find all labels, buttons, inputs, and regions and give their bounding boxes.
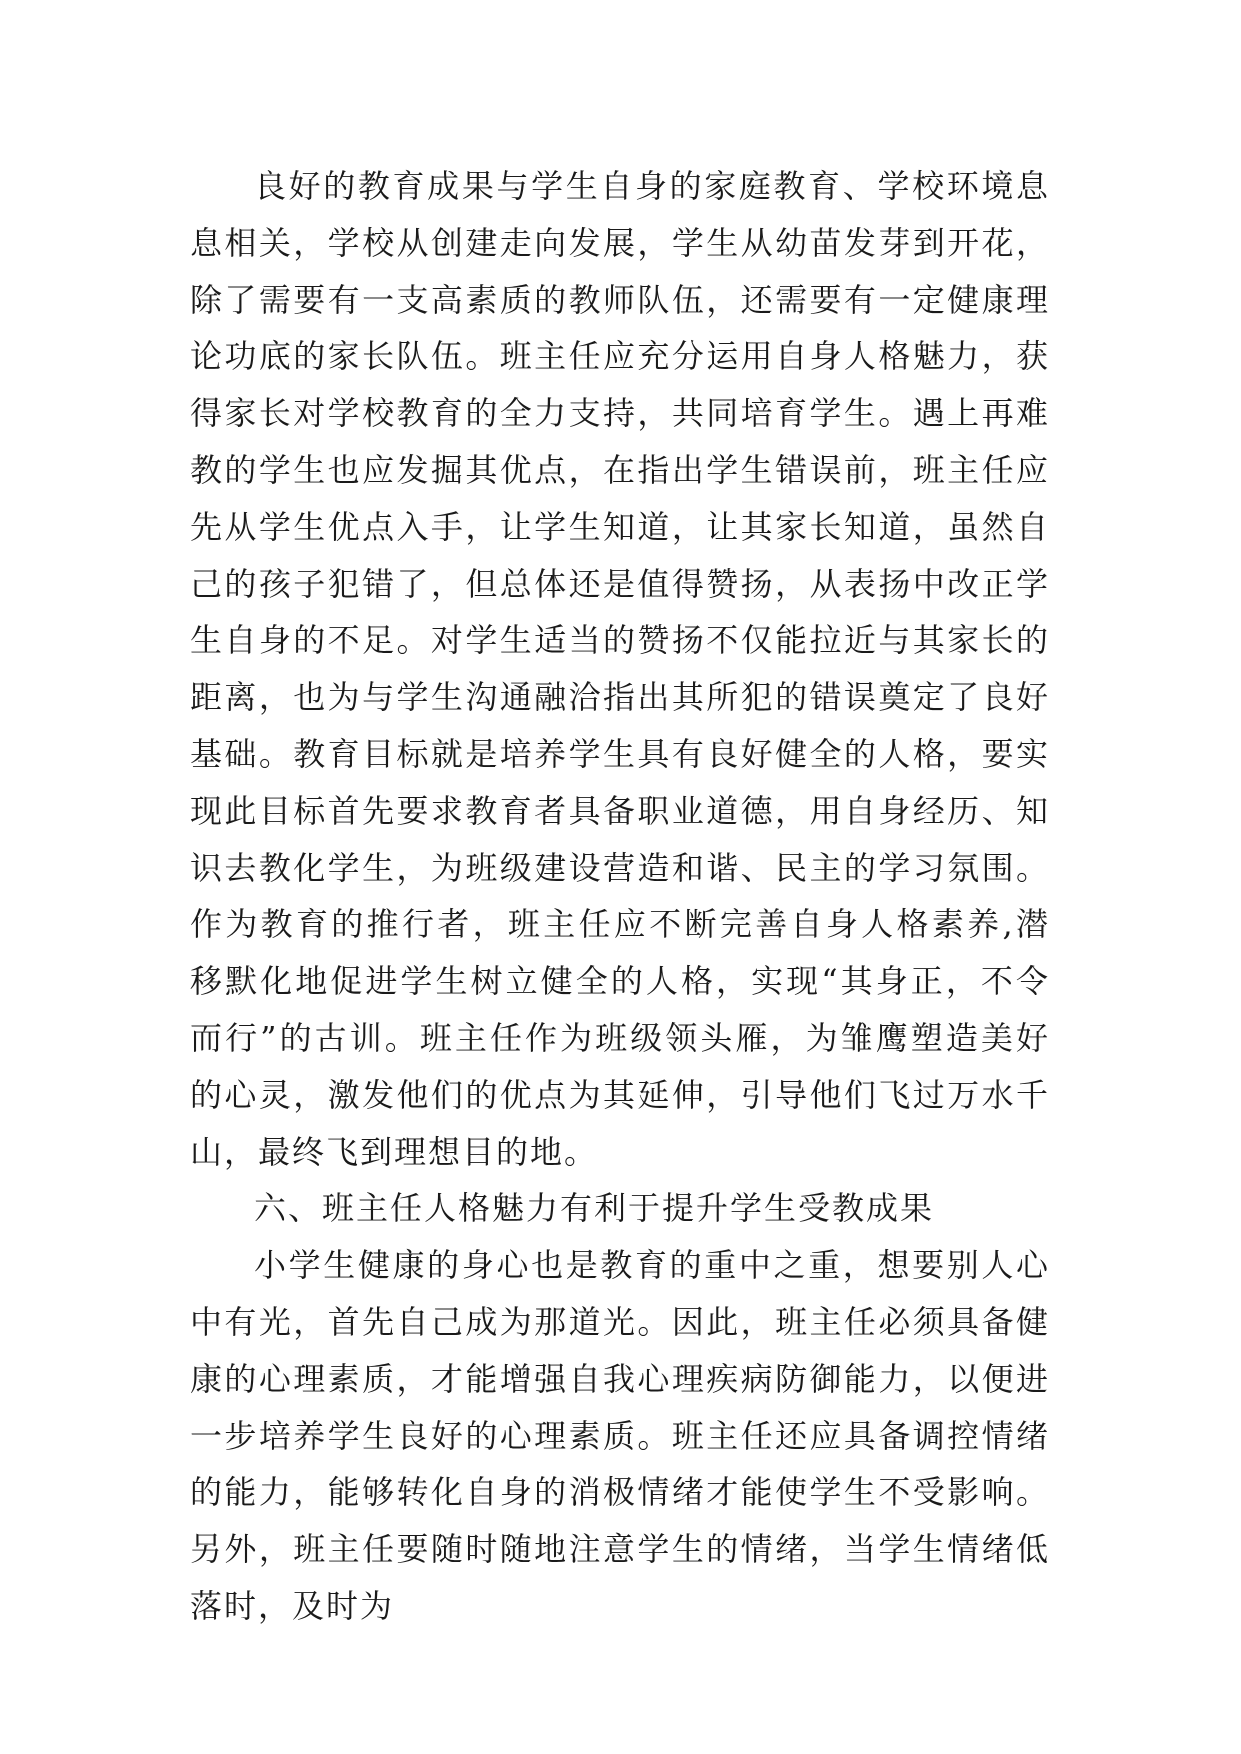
body-paragraph: 小学生健康的身心也是教育的重中之重，想要别人心中有光，首先自己成为那道光。因此，班主任必须具备健康的心理素质，才能增强自我心理疾病防御能力，以便进一步培养学生良好的心理素质。班主任还应具备调控情绪的能力，能够转化自身的消极情绪才能使学生不受影响。另外，班主任要随时随地注意学生的情绪，当学生情绪低落时，及时为 xyxy=(190,1246,1050,1625)
section-heading: 六、班主任人格魅力有利于提升学生受教成果 xyxy=(254,1189,935,1228)
body-paragraph: 良好的教育成果与学生自身的家庭教育、学校环境息息相关，学校从创建走向发展，学生从幼苗发芽到开花，除了需要有一支高素质的教师队伍，还需要有一定健康理论功底的家长队伍。班主任应充分运用自身人格魅力，获得家长对学校教育的全力支持，共同培育学生。遇上再难教的学生也应发掘其优点，在指出学生错误前，班主任应先从学生优点入手，让学生知道，让其家长知道，虽然自己的孩子犯错了，但总体还是值得赞扬，从表扬中改正学生自身的不足。对学生适当的赞扬不仅能拉近与其家长的距离，也为与学生沟通融洽指出其所犯的错误奠定了良好基础。教育目标就是培养学生具有良好健全的人格，要实现此目标首先要求教育者具备职业道德，用自身经历、知识去教化学生，为班级建设营造和谐、民主的学习氛围。作为教育的推行者，班主任应不断完善自身人格素养,潜移默化地促进学生树立健全的人格，实现“其身正，不令而行”的古训。班主任作为班级领头雁，为雏鹰塑造美好的心灵，激发他们的优点为其延伸，引导他们飞过万水千山，最终飞到理想目的地。 xyxy=(190,167,1050,1171)
document-body xyxy=(190,158,1050,1635)
